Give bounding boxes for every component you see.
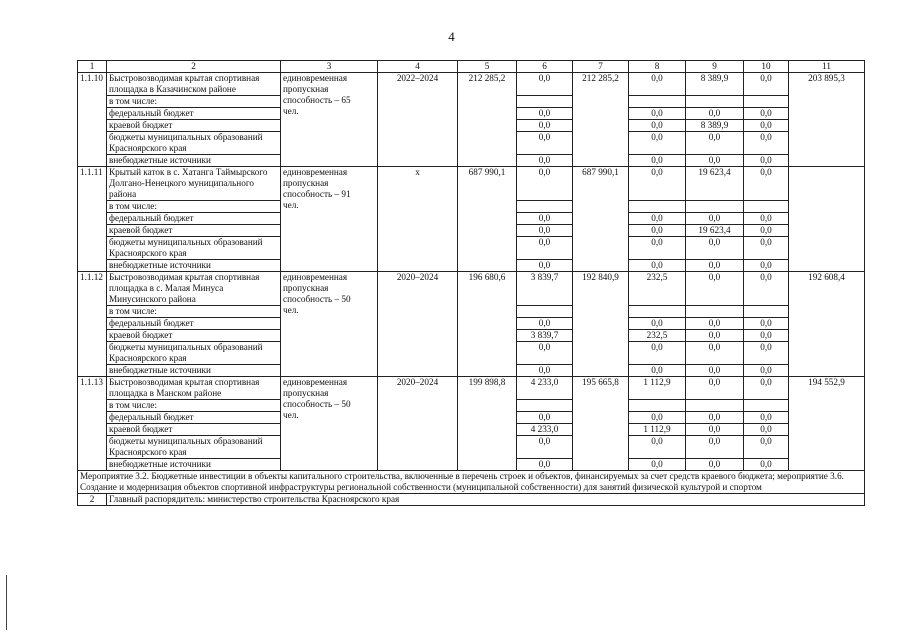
funding-col9 [686,400,744,412]
cost-col9: 0,0 [686,377,744,400]
funding-col8: 0,0 [629,412,686,424]
funding-col9: 8 389,9 [686,120,744,132]
column-number-header: 11 [789,61,865,73]
table-row [78,471,865,494]
total-cost: 199 898,8 [458,377,517,471]
funding-col8: 0,0 [629,318,686,330]
capacity-line: способность – 65 [283,95,351,105]
cost-col8: 1 112,9 [629,377,686,400]
funding-source-label: в том числе: [107,96,281,108]
capacity-line: способность – 50 [283,399,351,409]
funding-col10: 0,0 [744,108,789,120]
funding-col9 [686,201,744,213]
column-number-header: 2 [107,61,281,73]
cost-col7: 195 665,8 [573,377,629,471]
measure-note: Мероприятие 3.2. Бюджетные инвестиции в объекты капитального строительства, включенные в перечень строек и объектов, финансируемых за счет средств краевого бюджета; мероприятие 3.6. Создание и модернизация объектов спортивной инфраструктуры региональной собственности (муниципальной собственности) для занятий физической культурой и спортом [78,471,865,494]
funding-col8: 0,0 [629,459,686,471]
capacity-line: чел. [283,200,299,210]
capacity-line: пропускная [283,388,329,398]
capacity-line: чел. [283,410,299,420]
funding-col6: 4 233,0 [517,424,573,436]
funding-col9: 0,0 [686,412,744,424]
funding-source-label: краевой бюджет [107,330,281,342]
column-number-header: 7 [573,61,629,73]
page-number: 4 [448,29,455,44]
capacity-line: чел. [283,106,299,116]
cost-col7: 687 990,1 [573,167,629,272]
funding-source-label: в том числе: [107,400,281,412]
funding-col8: 0,0 [629,155,686,167]
funding-col9: 0,0 [686,365,744,377]
total-cost: 687 990,1 [458,167,517,272]
cost-col11: 203 895,3 [789,73,865,167]
funding-source-label: бюджеты муниципальных образований Красноярского края [107,132,281,155]
funding-source-label: в том числе: [107,201,281,213]
project-name: Крытый каток в с. Хатанга Таймырского Долгано-Ненецкого муниципального района [107,167,281,201]
funding-col8: 0,0 [629,436,686,459]
cost-col11: 192 608,4 [789,272,865,377]
cost-col7: 212 285,2 [573,73,629,167]
funding-col6: 0,0 [517,213,573,225]
chief-administrator: Главный распорядитель: министерство строительства Красноярского края [107,494,865,506]
funding-col6: 3 839,7 [517,330,573,342]
funding-source-label: внебюджетные источники [107,260,281,272]
project-id: 1.1.10 [78,73,107,167]
funding-source-label: внебюджетные источники [107,365,281,377]
table-row [78,494,865,506]
funding-col8: 1 112,9 [629,424,686,436]
column-number-header: 10 [744,61,789,73]
funding-col9: 0,0 [686,237,744,260]
project-capacity [281,272,378,377]
capacity-line: единовременная [283,272,348,282]
funding-source-label: краевой бюджет [107,424,281,436]
project-capacity [281,377,378,471]
funding-col6: 0,0 [517,120,573,132]
row-number: 2 [78,494,107,506]
funding-col10: 0,0 [744,260,789,272]
column-number-header: 4 [378,61,458,73]
project-period: 2020–2024 [378,377,458,471]
funding-col10: 0,0 [744,225,789,237]
funding-col8 [629,400,686,412]
funding-col10: 0,0 [744,342,789,365]
funding-col6: 0,0 [517,132,573,155]
funding-col9: 0,0 [686,108,744,120]
funding-col8: 0,0 [629,108,686,120]
column-number-header: 6 [517,61,573,73]
project-capacity [281,73,378,167]
funding-col10 [744,96,789,108]
funding-source-label: федеральный бюджет [107,412,281,424]
cost-col11: 194 552,9 [789,377,865,471]
funding-source-label: бюджеты муниципальных образований Красноярского края [107,436,281,459]
funding-col9: 0,0 [686,132,744,155]
funding-col6: 0,0 [517,260,573,272]
funding-col6: 0,0 [517,108,573,120]
funding-col10 [744,306,789,318]
total-cost: 196 680,6 [458,272,517,377]
column-number-header: 1 [78,61,107,73]
cost-col6: 3 839,7 [517,272,573,306]
project-name: Быстровозводимая крытая спортивная площадка в Казачинском районе [107,73,281,96]
funding-col6: 0,0 [517,342,573,365]
capacity-line: пропускная [283,84,329,94]
funding-col8: 0,0 [629,342,686,365]
project-id: 1.1.11 [78,167,107,272]
funding-col9 [686,96,744,108]
capacity-line: единовременная [283,377,348,387]
cost-col7: 192 840,9 [573,272,629,377]
funding-source-label: федеральный бюджет [107,108,281,120]
funding-source-label: краевой бюджет [107,120,281,132]
funding-col6 [517,201,573,213]
project-id: 1.1.13 [78,377,107,471]
column-number-header: 8 [629,61,686,73]
cost-col8: 0,0 [629,167,686,201]
funding-col9: 0,0 [686,342,744,365]
funding-source-label: внебюджетные источники [107,459,281,471]
funding-col8: 232,5 [629,330,686,342]
cost-col9: 19 623,4 [686,167,744,201]
capacity-line: способность – 50 [283,294,351,304]
funding-col9 [686,306,744,318]
cost-col8: 232,5 [629,272,686,306]
funding-col8: 0,0 [629,365,686,377]
capacity-line: способность – 91 [283,189,351,199]
funding-col6: 0,0 [517,318,573,330]
cost-col10: 0,0 [744,167,789,201]
funding-col8 [629,96,686,108]
funding-col9: 0,0 [686,318,744,330]
project-capacity [281,167,378,272]
cost-col11 [789,167,865,272]
funding-col9: 0,0 [686,459,744,471]
funding-col10: 0,0 [744,155,789,167]
funding-source-label: бюджеты муниципальных образований Красноярского края [107,237,281,260]
funding-col10: 0,0 [744,132,789,155]
funding-col9: 0,0 [686,330,744,342]
funding-col8: 0,0 [629,225,686,237]
capacity-line: чел. [283,305,299,315]
capacity-line: единовременная [283,73,348,83]
funding-col8: 0,0 [629,213,686,225]
funding-col8: 0,0 [629,237,686,260]
funding-col10: 0,0 [744,412,789,424]
funding-col9: 19 623,4 [686,225,744,237]
project-name: Быстровозводимая крытая спортивная площадка в с. Малая Минуса Минусинского района [107,272,281,306]
total-cost: 212 285,2 [458,73,517,167]
funding-col8: 0,0 [629,120,686,132]
cost-col9: 8 389,9 [686,73,744,96]
funding-col6: 0,0 [517,365,573,377]
funding-col10: 0,0 [744,120,789,132]
funding-col8 [629,201,686,213]
funding-col9: 0,0 [686,260,744,272]
funding-col8: 0,0 [629,260,686,272]
cost-col6: 0,0 [517,73,573,96]
funding-col6: 0,0 [517,436,573,459]
funding-col6: 0,0 [517,459,573,471]
funding-col6: 0,0 [517,225,573,237]
funding-col10: 0,0 [744,330,789,342]
project-period: х [378,167,458,272]
project-period: 2020–2024 [378,272,458,377]
capacity-line: пропускная [283,178,329,188]
funding-source-label: федеральный бюджет [107,318,281,330]
funding-col10: 0,0 [744,318,789,330]
table-header-row [78,61,865,73]
funding-col10: 0,0 [744,424,789,436]
funding-col10: 0,0 [744,213,789,225]
cost-col6: 0,0 [517,167,573,201]
funding-col10: 0,0 [744,237,789,260]
project-id: 1.1.12 [78,272,107,377]
cost-col10: 0,0 [744,272,789,306]
funding-col10 [744,201,789,213]
funding-col9: 0,0 [686,213,744,225]
funding-col10: 0,0 [744,365,789,377]
funding-col8 [629,306,686,318]
funding-col9: 0,0 [686,436,744,459]
funding-col6: 0,0 [517,237,573,260]
funding-source-label: бюджеты муниципальных образований Красноярского края [107,342,281,365]
funding-col6 [517,96,573,108]
column-number-header: 9 [686,61,744,73]
investment-table [77,60,865,506]
project-name: Быстровозводимая крытая спортивная площадка в Манском районе [107,377,281,400]
funding-source-label: внебюджетные источники [107,155,281,167]
margin-mark [6,575,7,630]
funding-col6: 0,0 [517,412,573,424]
cost-col10: 0,0 [744,73,789,96]
funding-col6: 0,0 [517,155,573,167]
column-number-header: 3 [281,61,378,73]
cost-col9: 0,0 [686,272,744,306]
cost-col8: 0,0 [629,73,686,96]
funding-source-label: краевой бюджет [107,225,281,237]
funding-col10: 0,0 [744,436,789,459]
capacity-line: единовременная [283,167,348,177]
funding-col6 [517,400,573,412]
funding-col8: 0,0 [629,132,686,155]
funding-col10 [744,400,789,412]
funding-source-label: федеральный бюджет [107,213,281,225]
cost-col10: 0,0 [744,377,789,400]
funding-col10: 0,0 [744,459,789,471]
project-period: 2022–2024 [378,73,458,167]
funding-col9: 0,0 [686,155,744,167]
column-number-header: 5 [458,61,517,73]
funding-col6 [517,306,573,318]
funding-col9: 0,0 [686,424,744,436]
capacity-line: пропускная [283,283,329,293]
cost-col6: 4 233,0 [517,377,573,400]
funding-source-label: в том числе: [107,306,281,318]
